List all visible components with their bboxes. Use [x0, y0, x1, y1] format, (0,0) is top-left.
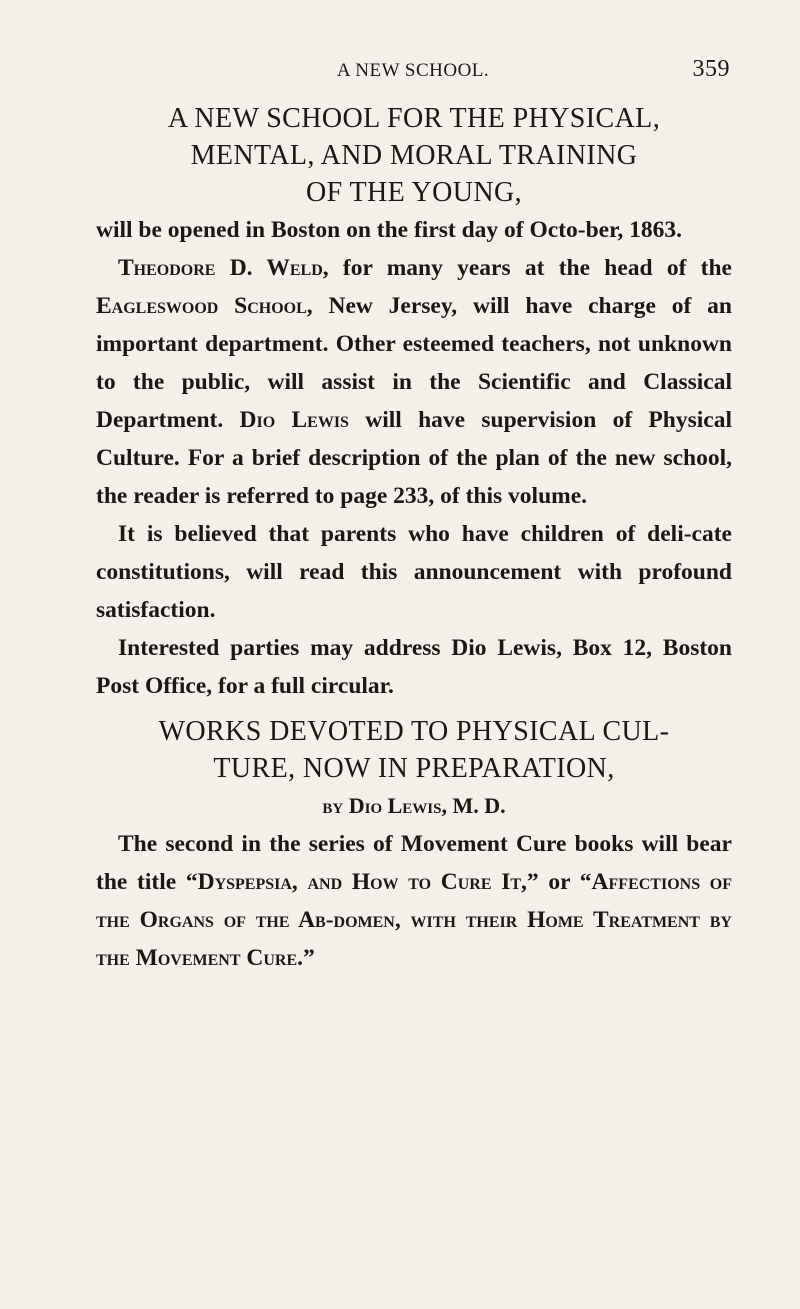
staff-text-a: , for many years at the head of the	[322, 255, 732, 281]
announcement-paragraph-opening: will be opened in Boston on the first day of Octo-ber, 1863.	[96, 217, 682, 243]
section-gap	[96, 705, 732, 713]
works-paragraph	[96, 825, 732, 977]
person-name-lewis: Dio Lewis	[239, 407, 349, 433]
works-heading-line-1: WORKS DEVOTED TO PHYSICAL CUL-	[158, 716, 670, 747]
page-number: 359	[692, 56, 730, 82]
running-title: A NEW SCHOOL.	[336, 60, 490, 81]
page-body	[96, 100, 732, 977]
announcement-heading-line-1: A NEW SCHOOL FOR THE PHYSICAL,	[167, 103, 661, 134]
announcement-paragraph-address: Interested parties may address Dio Lewis, Box 12, Boston Post Office, for a full circular.	[96, 635, 732, 699]
works-byline: by Dio Lewis, M. D.	[322, 793, 506, 818]
school-announcement	[96, 100, 732, 705]
works-heading-line-2: TURE, NOW IN PREPARATION,	[213, 753, 615, 784]
book-title-dyspepsia: Dyspepsia, and How to Cure It,	[197, 869, 527, 895]
running-head	[96, 56, 730, 90]
person-name-weld: Theodore D. Weld	[118, 255, 323, 281]
announcement-heading	[96, 100, 732, 211]
staff-text-c: will have supervision of Physical Culture. For a brief description of the plan of the new school, the reader is referred to page 233, of this volume.	[96, 407, 732, 509]
announcement-heading-line-3: OF THE YOUNG,	[306, 177, 522, 208]
book-title-affections: Affections of the Organs of the Ab-domen, with their Home Treatment by the Movement Cure.	[96, 869, 732, 971]
announcement-heading-line-2: MENTAL, AND MORAL TRAINING	[190, 140, 638, 171]
works-text-c: ”	[303, 945, 315, 971]
works-announcement	[96, 713, 732, 977]
works-text-a: The second in the series of Movement Cure books will bear the title “	[96, 831, 732, 895]
staff-text-b: , New Jersey, will have charge of an important department. Other esteemed teachers, not unknown to the public, will assist in the Scientific and Classical Department.	[96, 293, 732, 433]
works-text-b: ” or “	[526, 869, 592, 895]
works-heading	[96, 713, 732, 787]
school-name: Eagleswood School	[96, 293, 307, 319]
announcement-paragraph-parents: It is believed that parents who have children of deli-cate constitutions, will read this announcement with profound satisfaction.	[96, 521, 732, 623]
announcement-paragraph-staff	[96, 249, 732, 515]
